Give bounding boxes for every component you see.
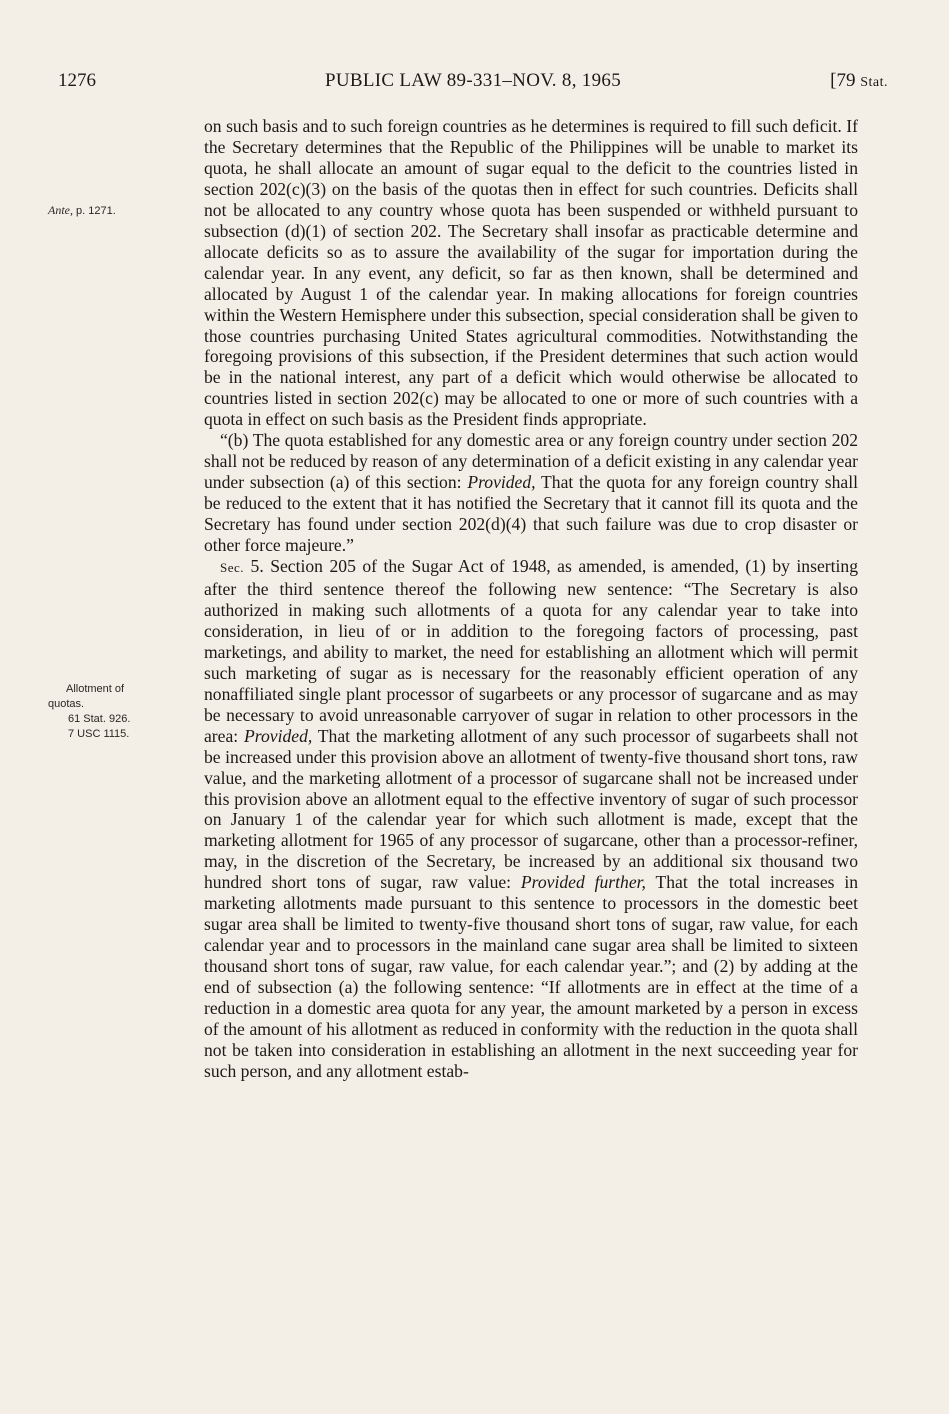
paragraph-continuation: on such basis and to such foreign countries as he determines is required to fill such deficit. If the Secretary determines that the Republic of the Philippines will be unable to market its quota, he shall allocate an amount of sugar equal to the deficit to the countries listed in section 202(c)(3) on the basis of the quotas then in effect for such countries. Deficits shall not be allocated to any country whose quota has been suspended or withheld pursuant to subsection (d)(1) of section 202. The Secretary shall insofar as practicable determine and allocate deficits so as to assure the availability of the sugar for importation during the calendar year. In any event, any deficit, so far as then known, shall be determined and allocated by August 1 of the calendar year. In making allocations for foreign countries within the Western Hemisphere under this subsection, special consideration shall be given to those countries purchasing United States agricultural commodities. Notwithstanding the foregoing provisions of this subsection, if the President determines that such action would be in the national interest, any part of a deficit which would otherwise be allocated to countries listed in section 202(c) may be allocated to one or more of such countries with a quota in effect on such basis as the President finds appropriate. bbox=[204, 116, 858, 430]
text-run: “(b) The quota established for any domestic area or any foreign country under section 202 shall not be reduced by reason of any determination of a deficit existing in any calendar year under subsection (a) of this section: bbox=[204, 430, 858, 493]
page-number: 1276 bbox=[58, 70, 96, 91]
margin-note-allotment bbox=[48, 682, 188, 742]
margin-note-ante bbox=[48, 203, 188, 219]
paragraph-subsection-b bbox=[204, 430, 858, 556]
text-run: That the quota for any foreign country shall be reduced to the extent that it has notified the Secretary that it cannot fill its quota and the Secretary has found under section 202(d)(4) that such failure was due to crop disaster or other force majeure.” bbox=[204, 472, 858, 556]
text-run: That the marketing allotment of any such processor of sugarbeets shall not be increased under this provision above an allotment of twenty-five thousand short tons, raw value, and the marketing allotment of a processor of sugarcane shall not be increased under this provision above an allotment equal to the effective inventory of sugar of such processor on January 1 of the calendar year for which such allotment is made, except that the marketing allotment for 1965 of any processor of sugarcane, other than a processor-refiner, may, in the discretion of the Secretary, be increased by an additional six thousand two hundred short tons of sugar, raw value: bbox=[204, 725, 859, 893]
italic-run: Provided further, bbox=[520, 872, 646, 893]
statute-label: Stat. bbox=[860, 75, 888, 90]
statute-reference bbox=[830, 70, 888, 92]
section-label: Sec. bbox=[220, 560, 245, 576]
margin-note-line: quotas. bbox=[48, 698, 85, 710]
body-text bbox=[204, 116, 858, 1082]
margin-note-line: Allotment of bbox=[66, 683, 125, 695]
paragraph-section-5 bbox=[204, 556, 858, 1082]
statute-volume: [79 bbox=[830, 70, 856, 91]
margin-note-line: 61 Stat. 926. bbox=[68, 713, 131, 725]
margin-note-line: 7 USC 1115. bbox=[68, 728, 130, 740]
margin-note-ante-page: p. 1271. bbox=[73, 205, 116, 217]
margin-note-ante-italic: Ante, bbox=[48, 203, 73, 217]
text-run: 5. Section 205 of the Sugar Act of 1948, as amended, is amended, (1) by inserting after the third sentence thereof the following new sentence: “The Secretary is also authorized in making such allotments of a quota for any calendar year to take into consideration, in lieu of or in addition to the foregoing factors of processing, past marketings, and ability to market, the need for establishing an allotment which will permit such marketing of sugar as is necessary for the reasonably efficient operation of any nonaffiliated single plant processor of sugarbeets or any processor of sugarcane and as may be necessary to avoid unreasonable carryover of sugar in relation to other processors in the area: bbox=[204, 556, 858, 746]
text-run: That the total increases in marketing allotments made pursuant to this sentence to processors in the domestic beet sugar area shall be limited to twenty-five thousand short tons of sugar, raw value, for each calendar year and to processors in the mainland cane sugar area shall be limited to sixteen thousand short tons of sugar, raw value, for each calendar year.”; and (2) by adding at the end of subsection (a) the following sentence: “If allotments are in effect at the time of a reduction in a domestic area quota for any year, the amount marketed by a person in excess of the amount of his allotment as reduced in conformity with the reduction in the quota shall not be taken into consideration in establishing an allotment in the next succeeding year for such person, and any allotment estab- bbox=[204, 872, 859, 1081]
italic-run: Provided, bbox=[244, 725, 313, 746]
page-header bbox=[58, 70, 888, 100]
italic-run: Provided, bbox=[467, 472, 536, 493]
running-title: PUBLIC LAW 89-331–NOV. 8, 1965 bbox=[324, 70, 621, 91]
